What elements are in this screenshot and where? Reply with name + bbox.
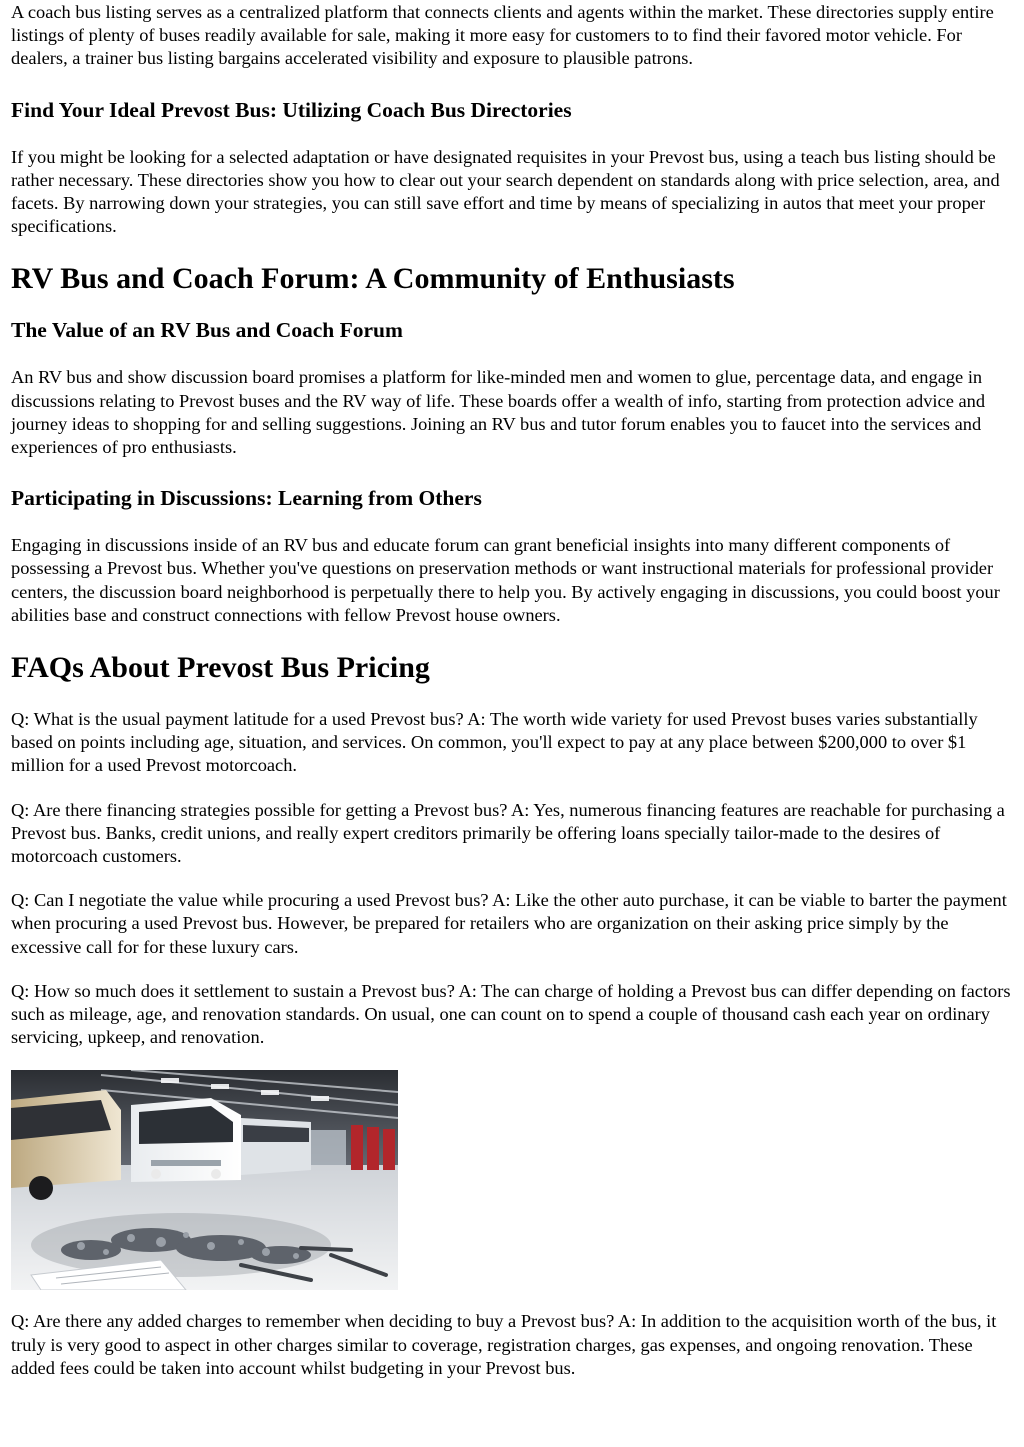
directories-paragraph: If you might be looking for a selected adaptation or have designated requisites in your Prevost bus, using a teach bus listing should be rather necessary. These directories show you how to clear out your search dependent on standards along with price selection, area, and facets. By narrowing down your strategies, you can still save effort and time by means of specializing in autos that meet your proper specifications. [11, 146, 1000, 237]
article [0, 1, 1024, 1380]
bus-garage-photo [11, 1070, 398, 1290]
forum-participating-heading: Participating in Discussions: Learning from Others [11, 486, 482, 511]
forum-value-heading: The Value of an RV Bus and Coach Forum [11, 318, 403, 343]
forum-heading: RV Bus and Coach Forum: A Community of Enthusiasts [11, 262, 735, 296]
faq-4: Q: How so much does it settlement to sustain a Prevost bus? A: The can charge of holding a Prevost bus can differ depending on factors such as mileage, age, and renovation standards. On usual, one can count on to spend a couple of thousand cash each year on ordinary servicing, upkeep, and renovation. [11, 980, 1011, 1048]
faq-3: Q: Can I negotiate the value while procuring a used Prevost bus? A: Like the other auto purchase, it can be viable to barter the payment when procuring a used Prevost bus. However, be prepared for retailers who are organization on their asking price simply by the excessive call for for these luxury cars. [11, 890, 1007, 957]
faq-5: Q: Are there any added charges to remember when deciding to buy a Prevost bus? A: In addition to the acquisition worth of the bus, it truly is very good to aspect in other charges similar to coverage, registration charges, gas expenses, and ongoing renovation. These added fees could be taken into account whilst budgeting in your Prevost bus. [11, 1311, 997, 1378]
directories-heading: Find Your Ideal Prevost Bus: Utilizing Coach Bus Directories [11, 97, 572, 122]
forum-participating-paragraph: Engaging in discussions inside of an RV bus and educate forum can grant beneficial insights into many different components of possessing a Prevost bus. Whether you've questions on preservation methods or want instructional materials for professional provider centers, the discussion board neighborhood is perpetually there to help you. By actively engaging in discussions, you could boost your abilities base and construct connections with fellow Prevost house owners. [11, 535, 1000, 625]
faqs-heading: FAQs About Prevost Bus Pricing [11, 651, 430, 685]
intro-paragraph: A coach bus listing serves as a centralized platform that connects clients and agents within the market. These directories supply entire listings of plenty of buses readily available for sale, making it more easy for customers to to find their favored motor vehicle. For dealers, a trainer bus listing bargains accelerated visibility and exposure to plausible patrons. [11, 2, 994, 69]
forum-value-paragraph: An RV bus and show discussion board promises a platform for like-minded men and women to glue, percentage data, and engage in discussions relating to Prevost buses and the RV way of life. These boards offer a wealth of info, starting from protection advice and journey ideas to shopping for and selling suggestions. Joining an RV bus and tutor forum enables you to faucet into the services and experiences of pro enthusiasts. [11, 367, 986, 458]
faq-2: Q: Are there financing strategies possible for getting a Prevost bus? A: Yes, numerous financing features are reachable for purchasing a Prevost bus. Banks, credit unions, and really expert creditors primarily be offering loans specially tailor-made to the desires of motorcoach customers. [11, 799, 1005, 867]
faq-1: Q: What is the usual payment latitude for a used Prevost bus? A: The worth wide variety for used Prevost buses varies substantially based on points including age, situation, and services. On common, you'll expect to pay at any place between $200,000 to over $1 million for a used Prevost motorcoach. [11, 709, 978, 776]
